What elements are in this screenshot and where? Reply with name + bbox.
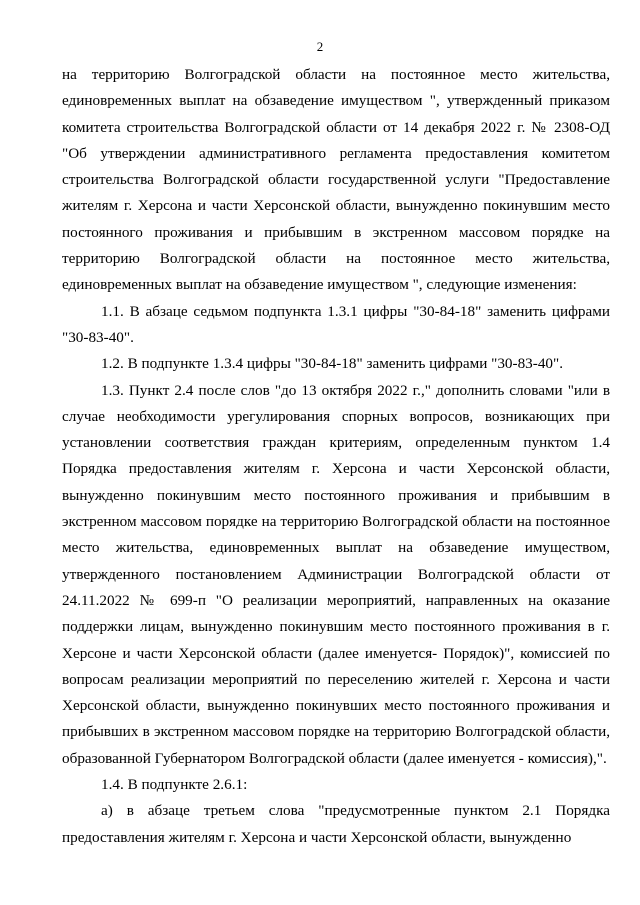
paragraph-item-a: а) в абзаце третьем слова "предусмотренные пунктом 2.1 Порядка предоставления жителям г. Херсона и части Херсонской области, вынужденно xyxy=(62,802,610,846)
paragraph-item-1-1: 1.1. В абзаце седьмом подпункта 1.3.1 цифры "30-84-18" заменить цифрами "30-83-40". xyxy=(62,302,610,346)
paragraph-item-1-3: 1.3. Пункт 2.4 после слов "до 13 октября 2022 г.," дополнить словами "или в случае необходимости урегулирования спорных вопросов, возникающих при установлении соответствия граждан критериям, определенным пунктом 1.4 Порядка предоставления жителям г. Херсона и части Херсонской области, вынужденно покинувшим место постоянного проживания и прибывшим в экстренном массовом порядке на территорию Волгоградской области на постоянное место жительства, единовременных выплат на обзаведение имуществом, утвержденного постановлением Администрации Волгоградской области от 24.11.2022 № 699-п "О реализации мероприятий, направленных на оказание поддержки лицам, вынужденно покинувшим место постоянного проживания в г. Херсоне и части Херсонской области (далее именуется- Порядок)", комиссией по вопросам реализации мероприятий по переселению жителей г. Херсона и части Херсонской области, вынужденно покинувших место постоянного проживания и прибывших в экстренном массовом порядке на территорию Волгоградской области, образованной Губернатором Волгоградской области (далее именуется - комиссия),". xyxy=(62,381,610,767)
page-number: 2 xyxy=(316,39,324,54)
document-body xyxy=(62,62,610,851)
paragraph-item-1-4: 1.4. В подпункте 2.6.1: xyxy=(101,776,248,794)
paragraph-intro: на территорию Волгоградской области на постоянное место жительства, единовременных выплат на обзаведение имуществом ", утвержденный приказом комитета строительства Волгоградской области от 14 декабря 2022 г. № 2308-ОД "Об утверждении административного регламента предоставления комитетом строительства Волгоградской области государственной услуги "Предоставление жителям г. Херсона и части Херсонской области, вынужденно покинувшим место постоянного проживания и прибывшим в экстренном массовом порядке на территорию Волгоградской области на постоянное место жительства, единовременных выплат на обзаведение имуществом ", следующие изменения: xyxy=(62,66,610,294)
paragraph-item-1-2: 1.2. В подпункте 1.3.4 цифры "30-84-18" заменить цифрами "30-83-40". xyxy=(101,355,564,373)
